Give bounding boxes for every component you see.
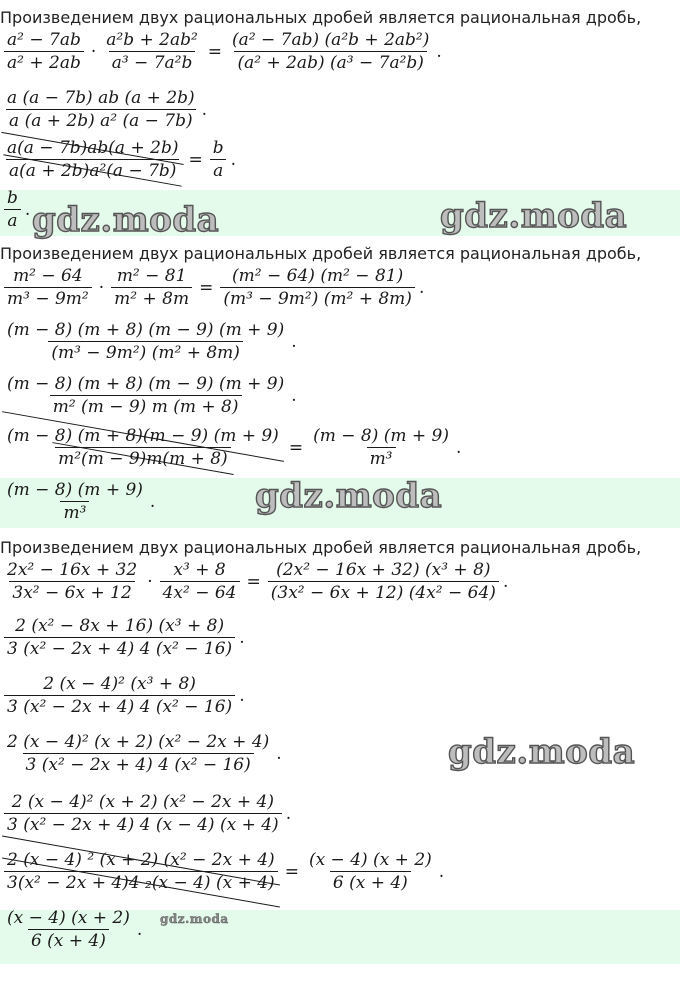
eq-c-line-4: $\frac{\text{2 (x − 4)² (x + 2) (x² − 2x + 4)}}{\text{3 (x² − 2x + 4) 4 (x² − 16)}}$ .: [2, 732, 282, 775]
fraction: $\frac{a (a - 7b) ab (a + 2b)}{\text{a (a + 2b) a² (a − 7b)}}$: [7, 88, 195, 131]
fraction: $\frac{\text{(m² − 64) (m² − 81)}}{\text{(m³ − 9m²) (m² + 8m)}}$: [220, 266, 415, 309]
fraction: $\frac{\text{(2x² − 16x + 32) (x³ + 8)}}{\text{(3x² − 6x + 12) (4x² − 64)}}$: [268, 560, 499, 603]
fraction: $\frac{\text{2x² − 16x + 32}}{\text{3x² − 6x + 12}}$: [7, 560, 138, 603]
intro-text-b: Произведением двух рациональных дробей является рациональная дробь,: [0, 244, 642, 263]
eq-b-line-3: $\frac{(m - 8) (m + 8) (m - 9) (m + 9)}{\text{m² (m − 9) m (m + 8)}}$ .: [2, 374, 297, 417]
watermark-logo: gdz.moda: [448, 732, 636, 772]
eq-c-line-7: $\frac{(x - 4) (x + 2)}{6 (x + 4)}$ .: [2, 908, 142, 951]
eq-a-line-3: $\frac{a(a - 7b)ab(a + 2b)}{\text{a(a + 2b)a²(a − 7b)}}$ = $\frac{b}{a}$ .: [2, 138, 236, 181]
fraction: $\frac{b}{a}$: [4, 188, 21, 231]
fraction: $\frac{\text{a² − 7ab}}{\text{a² + 2ab}}$: [4, 30, 84, 73]
watermark-logo: gdz.moda: [255, 476, 443, 516]
fraction: $\frac{(m - 8) (m + 8)(m - 9) (m + 9)}{\text{m²(m − 9)m(m + 8)}}$: [4, 426, 282, 469]
eq-b-line-5: $\frac{(m - 8) (m + 9)}{\text{m³}}$ .: [2, 480, 155, 523]
intro-text-a: Произведением двух рациональных дробей является рациональная дробь,: [0, 8, 642, 27]
fraction: $\frac{b}{a}$: [210, 138, 227, 181]
fraction: $\frac{\text{2 (x − 4) ² (x + 2) (x² − 2x + 4)}}{\text{3(x² − 2x + 4)4 ₂(x − 4) (x + 4)}}$: [4, 850, 278, 893]
fraction: $\frac{\text{m² − 64}}{\text{m³ − 9m²}}$: [4, 266, 92, 309]
fraction: $\frac{(m - 8) (m + 9)}{\text{m³}}$: [313, 426, 449, 469]
eq-a-line-2: $\frac{a (a - 7b) ab (a + 2b)}{\text{a (a + 2b) a² (a − 7b)}}$ .: [2, 88, 207, 131]
intro-text-c: Произведением двух рациональных дробей является рациональная дробь,: [0, 538, 642, 557]
eq-a-line-4: $\frac{b}{a}$ .: [2, 188, 30, 231]
fraction: $\frac{(m - 8) (m + 8) (m - 9) (m + 9)}{\text{(m³ − 9m²) (m² + 8m)}}$: [7, 320, 285, 363]
fraction: $\frac{\text{m² − 81}}{\text{m² + 8m}}$: [111, 266, 192, 309]
fraction: $\frac{\text{2 (x − 4)² (x + 2) (x² − 2x + 4)}}{\text{3 (x² − 2x + 4) 4 (x − 4) (x + 4)}}$: [4, 792, 282, 835]
fraction: $\frac{\text{2 (x² − 8x + 16) (x³ + 8)}}{\text{3 (x² − 2x + 4) 4 (x² − 16)}}$: [4, 616, 235, 659]
fraction: $\frac{a(a - 7b)ab(a + 2b)}{\text{a(a + 2b)a²(a − 7b)}}$: [4, 138, 181, 181]
eq-a-line-1: $\frac{\text{a² − 7ab}}{\text{a² + 2ab}}$ · $\frac{\text{a²b + 2ab²}}{\text{a³ − 7a²b}}$ = $\frac{\text{(a² − 7ab) (a²b + 2ab²)}}{\text{(a² + 2ab) (a³ − 7a²b)}}$ .: [2, 30, 442, 73]
eq-b-line-1: $\frac{\text{m² − 64}}{\text{m³ − 9m²}}$ · $\frac{\text{m² − 81}}{\text{m² + 8m}}$ = $\frac{\text{(m² − 64) (m² − 81)}}{\text{(m³ − 9m²) (m² + 8m)}}$ .: [2, 266, 424, 309]
fraction: $\frac{\text{x³ + 8}}{\text{4x² − 64}}$: [160, 560, 240, 603]
watermark-logo-small: gdz.moda: [160, 912, 229, 926]
fraction: $\frac{\text{a²b + 2ab²}}{\text{a³ − 7a²b}}$: [106, 30, 198, 73]
eq-c-line-2: $\frac{\text{2 (x² − 8x + 16) (x³ + 8)}}{\text{3 (x² − 2x + 4) 4 (x² − 16)}}$ .: [2, 616, 245, 659]
fraction: $\frac{(m - 8) (m + 9)}{\text{m³}}$: [7, 480, 143, 523]
fraction: $\frac{(m - 8) (m + 8) (m - 9) (m + 9)}{\text{m² (m − 9) m (m + 8)}}$: [7, 374, 285, 417]
eq-b-line-2: $\frac{(m - 8) (m + 8) (m - 9) (m + 9)}{\text{(m³ − 9m²) (m² + 8m)}}$ .: [2, 320, 297, 363]
eq-c-line-6: $\frac{\text{2 (x − 4) ² (x + 2) (x² − 2x + 4)}}{\text{3(x² − 2x + 4)4 ₂(x − 4) (x + 4)}}$ = $\frac{(x - 4) (x + 2)}{6 (x + 4)}$ .: [2, 850, 444, 893]
watermark-logo: gdz.moda: [32, 200, 220, 240]
fraction: $\frac{(x - 4) (x + 2)}{6 (x + 4)}$: [308, 850, 432, 893]
fraction: $\frac{(x - 4) (x + 2)}{6 (x + 4)}$: [7, 908, 130, 951]
eq-c-line-3: $\frac{\text{2 (x − 4)² (x³ + 8)}}{\text{3 (x² − 2x + 4) 4 (x² − 16)}}$ .: [2, 674, 245, 717]
eq-b-line-4: $\frac{(m - 8) (m + 8)(m - 9) (m + 9)}{\text{m²(m − 9)m(m + 8)}}$ = $\frac{(m - 8) (m + 9)}{\text{m³}}$ .: [2, 426, 461, 469]
fraction: $\frac{\text{2 (x − 4)² (x³ + 8)}}{\text{3 (x² − 2x + 4) 4 (x² − 16)}}$: [4, 674, 235, 717]
watermark-logo: gdz.moda: [440, 196, 628, 236]
eq-c-line-5: $\frac{\text{2 (x − 4)² (x + 2) (x² − 2x + 4)}}{\text{3 (x² − 2x + 4) 4 (x − 4) (x + 4)}}$ .: [2, 792, 291, 835]
fraction: $\frac{\text{(a² − 7ab) (a²b + 2ab²)}}{\text{(a² + 2ab) (a³ − 7a²b)}}$: [232, 30, 430, 73]
eq-c-line-1: $\frac{\text{2x² − 16x + 32}}{\text{3x² − 6x + 12}}$ · $\frac{\text{x³ + 8}}{\text{4x² − 64}}$ = $\frac{\text{(2x² − 16x + 32) (x³ + 8)}}{\text{(3x² − 6x + 12) (4x² − 64)}}$ .: [2, 560, 508, 603]
fraction: $\frac{\text{2 (x − 4)² (x + 2) (x² − 2x + 4)}}{\text{3 (x² − 2x + 4) 4 (x² − 16)}}$: [7, 732, 270, 775]
